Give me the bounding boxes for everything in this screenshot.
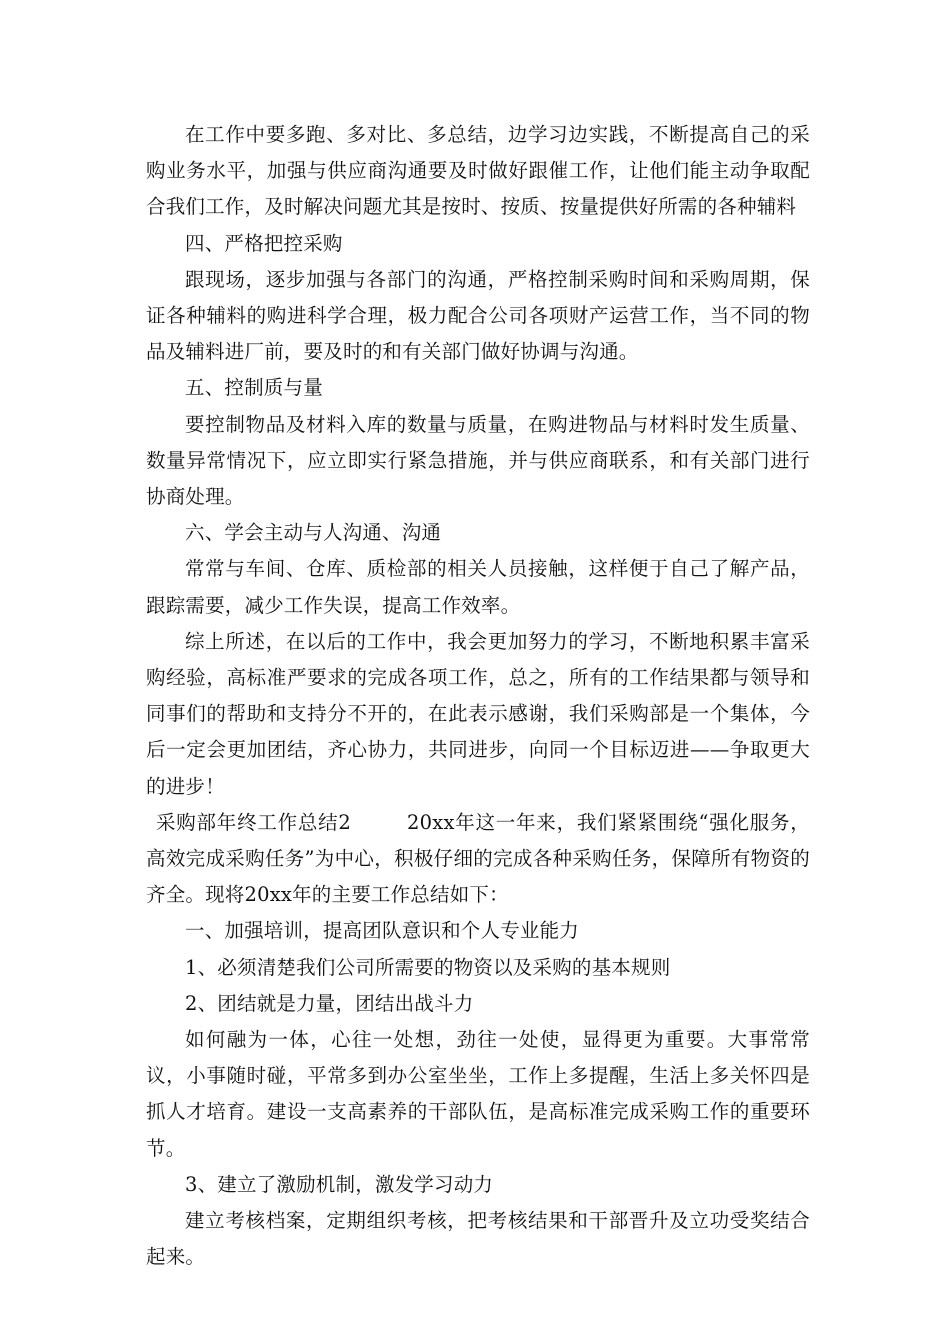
paragraph-assessment: 建立考核档案，定期组织考核，把考核结果和干部晋升及立功受奖结合起来。 xyxy=(146,1209,810,1269)
heading-active-communication: 六、学会主动与人沟通、沟通 xyxy=(185,521,442,545)
paragraph-inventory-control: 要控制物品及材料入库的数量与质量，在购进物品与材料时发生质量、数量异常情况下，应立即实行紧急措施，并与供应商联系，和有关部门进行协商处理。 xyxy=(146,412,810,509)
paragraph-conclusion: 综上所述，在以后的工作中，我会更加努力的学习，不断地积累丰富采购经验，高标准严要求的完成各项工作，总之，所有的工作结果都与领导和同事们的帮助和支持分不开的，在此表示感谢，我们采购部是一个集体，今后一定会更加团结，齐心协力，共同进步，向同一个目标迈进——争取更大的进步！ xyxy=(146,629,810,798)
item-rules: 1、必须清楚我们公司所需要的物资以及采购的基本规则 xyxy=(185,955,671,979)
section2-intro-paragraph xyxy=(146,805,810,914)
paragraph-staff-contact: 常常与车间、仓库、质检部的相关人员接触，这样便于自己了解产品，跟踪需要，减少工作失误，提高工作效率。 xyxy=(146,557,810,617)
paragraph-teamwork: 如何融为一体，心往一处想，劲往一处使，显得更为重要。大事常常议，小事随时碰，平常多到办公室坐坐，工作上多提醒，生活上多关怀四是抓人才培育。建设一支高素养的干部队伍，是高标准完成采购工作的重要环节。 xyxy=(146,1028,810,1160)
section2-title: 采购部年终工作总结2 xyxy=(156,810,352,834)
paragraph-communication-cycle: 跟现场，逐步加强与各部门的沟通，严格控制采购时间和采购周期，保证各种辅料的购进科学合理，极力配合公司各项财产运营工作，当不同的物品及辅料进厂前，要及时的和有关部门做好协调与沟通。 xyxy=(146,267,810,364)
section2-intro: 20xx年这一年来，我们紧紧围绕“强化服务，高效完成采购任务”为中心，积极仔细的完成各种采购任务，保障所有物资的齐全。现将20xx年的主要工作总结如下： xyxy=(146,810,810,907)
item-unity: 2、团结就是力量，团结出战斗力 xyxy=(185,991,474,1015)
heading-quality-quantity: 五、控制质与量 xyxy=(185,376,323,400)
heading-training: 一、加强培训，提高团队意识和个人专业能力 xyxy=(185,919,580,943)
heading-strict-control: 四、严格把控采购 xyxy=(185,231,343,255)
document-body xyxy=(146,117,810,1276)
paragraph-procurement-practice: 在工作中要多跑、多对比、多总结，边学习边实践，不断提高自己的采购业务水平，加强与供应商沟通要及时做好跟催工作，让他们能主动争取配合我们工作，及时解决问题尤其是按时、按质、按量提供好所需的各种辅料 xyxy=(146,123,810,219)
item-incentive: 3、建立了激励机制，激发学习动力 xyxy=(185,1172,494,1196)
